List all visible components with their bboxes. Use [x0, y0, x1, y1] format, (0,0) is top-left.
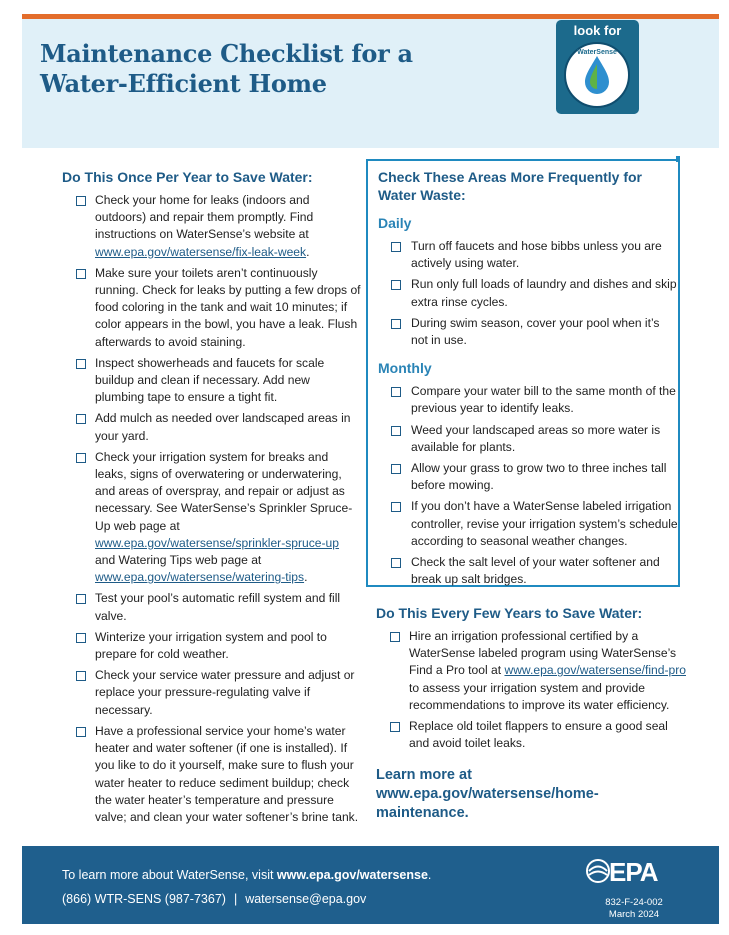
monthly-heading: Monthly: [378, 360, 432, 377]
item-text-after: to assess your irrigation system and provide recommendations to improve its water efficiency.: [409, 680, 670, 712]
item-text: Check your irrigation system for breaks and leaks, signs of overwatering or underwatering, and areas of overspray, and repair or adjust as necessary. See WaterSense’s Sprinkler Spruce-Up web page at: [95, 449, 353, 533]
title-line-1: Maintenance Checklist for a: [40, 39, 413, 68]
doc-date: March 2024: [608, 908, 660, 920]
item-text: Add mulch as needed over landscaped areas in your yard.: [95, 411, 351, 443]
item-text: Check the salt level of your water softener and break up salt bridges.: [411, 555, 660, 587]
item-text: Allow your grass to grow two to three inches tall before mowing.: [411, 461, 667, 493]
list-item: [62, 192, 362, 261]
footer-visit-line: [62, 868, 431, 882]
watersense-logo: [564, 42, 630, 108]
sprinkler-spruce-up-link[interactable]: www.epa.gov/watersense/sprinkler-spruce-up: [95, 535, 340, 550]
item-text: Run only full loads of laundry and dishes and skip extra rinse cycles.: [411, 277, 677, 309]
checkbox[interactable]: [76, 727, 86, 737]
list-item: [62, 723, 362, 826]
list-item: [62, 410, 362, 444]
checkbox[interactable]: [76, 196, 86, 206]
checkbox[interactable]: [76, 269, 86, 279]
checkbox[interactable]: [391, 502, 401, 512]
list-item: [376, 718, 686, 752]
checkbox[interactable]: [391, 242, 401, 252]
item-text: Compare your water bill to the same month of the previous year to identify leaks.: [411, 384, 676, 416]
document-code: [594, 897, 674, 920]
item-text: Test your pool’s automatic refill system and fill valve.: [95, 591, 341, 623]
checkbox[interactable]: [390, 722, 400, 732]
footer: [22, 846, 719, 924]
item-text: Make sure your toilets aren’t continuously running. Check for leaks by putting a few drops of food coloring in the tank and wait 10 minutes; if color appears in the bowl, you have a leak. Flush afterwards to avoid staining.: [95, 265, 361, 349]
checkbox[interactable]: [76, 671, 86, 681]
item-text-after: .: [304, 570, 308, 585]
doc-number: 832-F-24-002: [605, 897, 663, 908]
checkbox[interactable]: [391, 280, 401, 290]
list-item: [378, 276, 678, 310]
checkbox[interactable]: [76, 633, 86, 643]
footer-visit-period: .: [427, 868, 432, 882]
item-text-after: .: [306, 244, 310, 259]
list-item: [378, 383, 678, 417]
footer-email[interactable]: watersense@epa.gov: [245, 892, 367, 906]
item-text: Have a professional service your home’s water heater and water softener (if one is installed). If you like to do it yourself, make sure to flush your water heater to reduce sediment buildup; check the water heater’s temperature and pressure valve; and clean your water softener’s brine tank.: [95, 723, 359, 824]
learn-more-link[interactable]: Learn more at www.epa.gov/watersense/home-maintenance.: [376, 767, 599, 822]
checkbox[interactable]: [391, 464, 401, 474]
frequent-heading: Check These Areas More Frequently for Water Waste:: [378, 169, 643, 203]
item-text: If you don’t have a WaterSense labeled irrigation controller, revise your irrigation system’s schedule according to seasonal weather changes.: [411, 499, 678, 548]
checkbox[interactable]: [390, 632, 400, 642]
checkbox[interactable]: [391, 319, 401, 329]
yearly-section: [62, 168, 362, 830]
title-line-2: Water-Efficient Home: [40, 69, 327, 98]
daily-list: [378, 238, 678, 349]
watering-tips-link[interactable]: www.epa.gov/watersense/watering-tips: [95, 570, 305, 585]
epa-logo-text: EPA: [609, 857, 658, 887]
yearly-list: [62, 192, 362, 826]
badge-ring-text: WaterSense: [577, 49, 617, 56]
watersense-badge: [556, 20, 639, 114]
item-text-middle: and Watering Tips web page at: [95, 553, 262, 568]
list-item: [62, 629, 362, 663]
page-title: [40, 39, 460, 99]
list-item: [378, 422, 678, 456]
badge-look-for: look for: [573, 23, 622, 38]
checkbox[interactable]: [76, 453, 86, 463]
item-text: Replace old toilet flappers to ensure a good seal and avoid toilet leaks.: [409, 719, 668, 751]
list-item: [62, 265, 362, 351]
footer-contact-line: [62, 892, 366, 906]
frequent-checks-box: [366, 159, 680, 587]
checkbox[interactable]: [391, 558, 401, 568]
daily-heading: Daily: [378, 215, 412, 231]
list-item: [376, 628, 686, 714]
list-item: [378, 460, 678, 494]
item-text: Turn off faucets and hose bibbs unless you are actively using water.: [411, 239, 662, 271]
checkbox[interactable]: [76, 594, 86, 604]
footer-watersense-url[interactable]: www.epa.gov/watersense: [276, 868, 428, 882]
item-text: Check your home for leaks (indoors and outdoors) and repair them promptly. Find instructions on WaterSense’s website at: [95, 193, 314, 242]
few-years-section: [376, 604, 686, 823]
list-item: [62, 667, 362, 719]
footer-visit-text: To learn more about WaterSense, visit: [62, 868, 277, 882]
item-text: Hire an irrigation professional certified by a WaterSense labeled program using WaterSense’s Find a Pro tool at: [409, 629, 677, 678]
water-drop-icon: [566, 44, 628, 106]
list-item: [378, 315, 678, 349]
item-text: Weed your landscaped areas so more water is available for plants.: [411, 422, 661, 454]
find-pro-link[interactable]: www.epa.gov/watersense/find-pro: [504, 663, 686, 678]
item-text: Inspect showerheads and faucets for scale buildup and clean if necessary. Add new plumbing tape to ensure a tight fit.: [95, 355, 325, 405]
checkbox[interactable]: [391, 387, 401, 397]
item-text: Check your service water pressure and adjust or replace your pressure-regulating valve if necessary.: [95, 668, 355, 717]
checkbox[interactable]: [76, 359, 86, 369]
list-item: [62, 355, 362, 407]
list-item: [378, 498, 678, 550]
few-years-heading: Do This Every Few Years to Save Water:: [376, 605, 643, 621]
monthly-list: [378, 383, 678, 588]
list-item: [378, 238, 678, 272]
list-item: [62, 590, 362, 624]
item-text: During swim season, cover your pool when it’s not in use.: [411, 315, 660, 348]
checkbox[interactable]: [76, 414, 86, 424]
footer-phone[interactable]: (866) WTR-SENS (987-7367): [62, 892, 226, 906]
few-years-list: [376, 628, 686, 752]
yearly-heading: Do This Once Per Year to Save Water:: [62, 169, 313, 185]
item-text: Winterize your irrigation system and pool to prepare for cold weather.: [95, 629, 327, 662]
list-item: [62, 449, 362, 587]
footer-separator: |: [233, 892, 238, 906]
fix-leak-week-link[interactable]: www.epa.gov/watersense/fix-leak-week: [95, 244, 307, 259]
checkbox[interactable]: [391, 426, 401, 436]
list-item: [378, 554, 678, 588]
